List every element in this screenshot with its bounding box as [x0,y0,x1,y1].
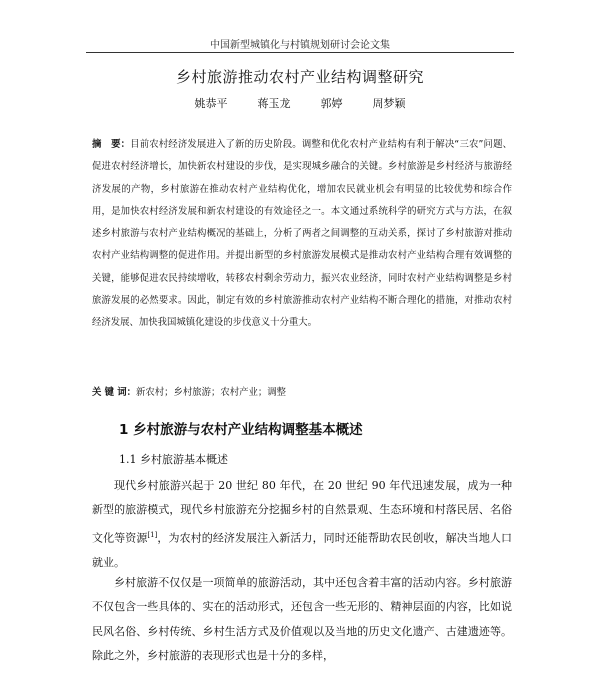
abstract-text: 目前农村经济发展进入了新的历史阶段。调整和优化农村产业结构有利于解决“三农”问题、促进农村经济增长，加快新农村建设的步伐，是实现城乡融合的关键。乡村旅游是乡村经济与旅游经济发展的产物，乡村旅游在推动农村产业结构优化，增加农民就业机会有明显的比较优势和综合作用，是加快农村经济发展和新农村建设的有效途径之一。本文通过系统科学的研究方式与方法，在叙述乡村旅游与农村产业结构概况的基础上，分析了两者之间调整的互动关系，探讨了乡村旅游对推动农村产业结构调整的促进作用。并提出新型的乡村旅游发展模式是推动农村产业结构合理有效调整的关键，能够促进农民持续增收，转移农村剩余劳动力，振兴农业经济，同时农村产业结构调整是乡村旅游发展的必然要求。因此，制定有效的乡村旅游推动农村产业结构不断合理化的措施，对推动农村经济发展、加快我国城镇化建设的步伐意义十分重大。 [92,139,512,329]
paragraph-text: ，为农村的经济发展注入新活力，同时还能帮助农民创收，解决当地人口就业。 [92,531,513,569]
author-name: 郭婷 [320,97,343,110]
paper-title: 乡村旅游推动农村产业结构调整研究 [175,68,424,86]
author-name: 姚恭平 [194,97,228,110]
running-header: 中国新型城镇化与村镇规划研讨会论文集 [210,40,390,51]
body-paragraph [92,474,512,575]
author-list [0,95,600,111]
paragraph-text: 现代乡村旅游兴起于 20 世纪 80 年代，在 20 世纪 90 年代迅速发展，成为一种新型的旅游模式，现代乡村旅游充分挖掘乡村的自然景观、生态环境和村落民居、名俗文化等资源 [92,479,512,545]
keywords-text: 新农村；乡村旅游；农村产业；调整 [136,387,287,398]
section-heading: 1 乡村旅游与农村产业结构调整基本概述 [119,422,363,438]
keywords-label: 关 键 词： [92,387,137,398]
abstract [92,134,512,335]
keywords [92,384,512,398]
header-divider [86,52,514,53]
author-name: 蒋玉龙 [257,97,291,110]
citation-ref[interactable]: [1] [147,530,158,539]
abstract-label: 摘 要： [92,139,131,150]
body-paragraph: 乡村旅游不仅仅是一项简单的旅游活动，其中还包含着丰富的活动内容。乡村旅游不仅包含一些具体的、实在的活动形式，还包含一些无形的、精神层面的内容，比如说民风名俗、乡村传统、乡村生活方式及价值观以及当地的历史文化遗产、古建遗迹等。除此之外，乡村旅游的表现形式也是十分的多样， [92,576,512,662]
author-name: 周梦颖 [372,97,406,110]
subsection-heading: 1.1 乡村旅游基本概述 [119,453,228,466]
